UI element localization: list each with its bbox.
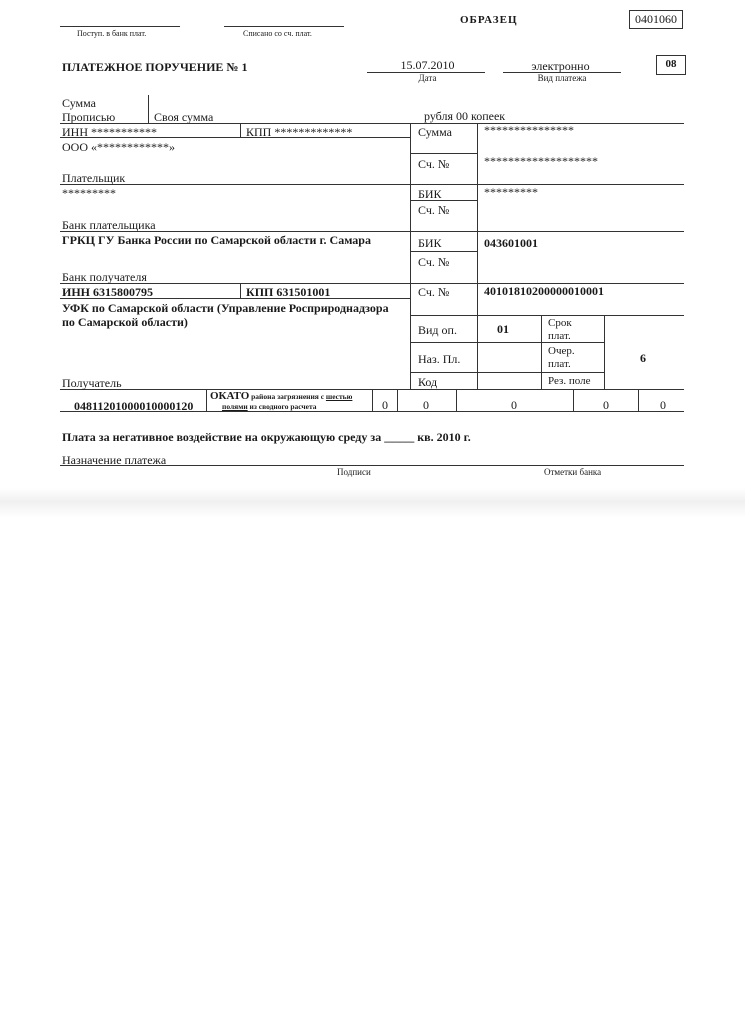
received-line <box>60 26 180 27</box>
field-107: 0 <box>423 398 429 412</box>
purpose-code-label: Наз. Пл. <box>418 352 461 366</box>
reserve-label: Рез. поле <box>548 375 591 387</box>
date-label: Дата <box>418 73 437 83</box>
sample-stamp: ОБРАЗЕЦ <box>460 14 518 26</box>
doc-title: ПЛАТЕЖНОЕ ПОРУЧЕНИЕ № 1 <box>62 60 248 74</box>
field-110: 0 <box>660 398 666 412</box>
receiver-bank-name: ГРКЦ ГУ Банка России по Самарской области г. Самара <box>62 233 371 247</box>
op-type-value: 01 <box>497 322 509 336</box>
amount-divider <box>148 95 149 123</box>
debited-label: Списано со сч. плат. <box>243 29 312 38</box>
receiver-bik-value: 043601001 <box>484 236 538 250</box>
purpose-label: Назначение платежа <box>62 453 167 467</box>
payer-name: ООО «************» <box>62 140 175 154</box>
grid-line-purpose <box>410 372 604 373</box>
order-value: 6 <box>640 351 646 365</box>
form-code: 0401060 <box>629 10 683 29</box>
pay-type-label: Вид платежа <box>537 73 587 83</box>
okato-note-underline-2: полями <box>222 402 248 411</box>
payer-sum-value: *************** <box>484 123 574 137</box>
payer-bank-label: Банк плательщика <box>62 218 156 232</box>
debited-line <box>224 26 344 27</box>
grid-line-sum <box>410 153 477 154</box>
budget-vline-4 <box>456 389 457 411</box>
code-label: Код <box>418 375 438 389</box>
rcv-inn-kpp-divider <box>240 283 241 298</box>
budget-vline-1 <box>206 389 207 411</box>
scan-fold-shadow <box>0 488 745 518</box>
order-label-2: плат. <box>548 358 571 370</box>
budget-vline-5 <box>573 389 574 411</box>
signatures-label: Подписи <box>337 467 371 477</box>
okato-note-text-2: из сводного расчета <box>247 402 317 411</box>
okato-note-line2 <box>222 403 317 411</box>
payer-label: Плательщик <box>62 171 126 185</box>
field-106: 0 <box>382 398 388 412</box>
grid-line-account <box>410 315 684 316</box>
payer-bank-account-label: Сч. № <box>418 203 450 217</box>
payer-kpp: КПП ************* <box>246 125 353 139</box>
doc-date: 15.07.2010 <box>400 58 455 72</box>
op-type-label: Вид оп. <box>418 323 457 337</box>
grid-vline-labels <box>410 123 411 389</box>
receiver-name-line2: по Самарской области) <box>62 315 188 329</box>
payer-bik-label: БИК <box>418 187 442 201</box>
received-label: Поступ. в банк плат. <box>77 29 147 38</box>
okato-note-line1 <box>210 391 352 402</box>
bank-marks-label: Отметки банка <box>544 467 602 477</box>
grid-line-bik2 <box>410 251 477 252</box>
grid-vline-term-value <box>604 315 605 389</box>
receiver-bik-label: БИК <box>418 236 442 250</box>
payer-bank-name: ********* <box>62 186 116 200</box>
field-109: 0 <box>603 398 609 412</box>
receiver-kpp: КПП 631501001 <box>246 285 331 299</box>
receiver-bank-label: Банк получателя <box>62 270 147 284</box>
order-label-1: Очер. <box>548 345 575 357</box>
receiver-label: Получатель <box>62 376 122 390</box>
kbk-value: 04811201000010000120 <box>74 399 194 413</box>
receiver-bank-account-label: Сч. № <box>418 255 450 269</box>
status-code: 08 <box>656 55 686 75</box>
payer-sum-label: Сумма <box>418 125 452 139</box>
term-label-2: плат. <box>548 330 571 342</box>
okato-note-underline-1: шестью <box>325 392 353 401</box>
grid-line-op <box>410 342 604 343</box>
term-label-1: Срок <box>548 317 572 329</box>
okato-word: ОКАТО <box>210 390 250 402</box>
amount-words-label: Прописью <box>62 110 116 124</box>
payer-account-value: ******************* <box>484 154 598 168</box>
amount-label: Сумма <box>62 96 96 110</box>
budget-vline-6 <box>638 389 639 411</box>
receiver-account-value: 40101810200000010001 <box>484 284 604 298</box>
purpose-text: Плата за негативное воздействие на окружающую среду за _____ кв. 2010 г. <box>62 430 471 444</box>
field-108: 0 <box>511 398 517 412</box>
grid-vline-values <box>477 123 478 389</box>
grid-vline-term <box>541 315 542 389</box>
receiver-name-line1: УФК по Самарской области (Управление Росприроднадзора <box>62 301 389 315</box>
payer-bik-value: ********* <box>484 185 538 199</box>
purpose-line <box>60 465 684 466</box>
inn-kpp-divider <box>240 123 241 137</box>
receiver-inn: ИНН 6315800795 <box>62 285 154 299</box>
payer-inn: ИНН *********** <box>62 125 157 139</box>
grid-line-1 <box>60 123 684 124</box>
amount-words-value: Своя сумма <box>154 110 214 124</box>
receiver-account-label: Сч. № <box>418 285 450 299</box>
pay-type: электронно <box>531 59 590 73</box>
budget-vline-2 <box>372 389 373 411</box>
okato-note-text-1: района загрязнения с <box>249 392 326 401</box>
amount-rubles: рубля 00 копеек <box>424 109 506 123</box>
grid-line-payer <box>60 184 684 185</box>
budget-vline-3 <box>397 389 398 411</box>
payer-account-label: Сч. № <box>418 157 450 171</box>
